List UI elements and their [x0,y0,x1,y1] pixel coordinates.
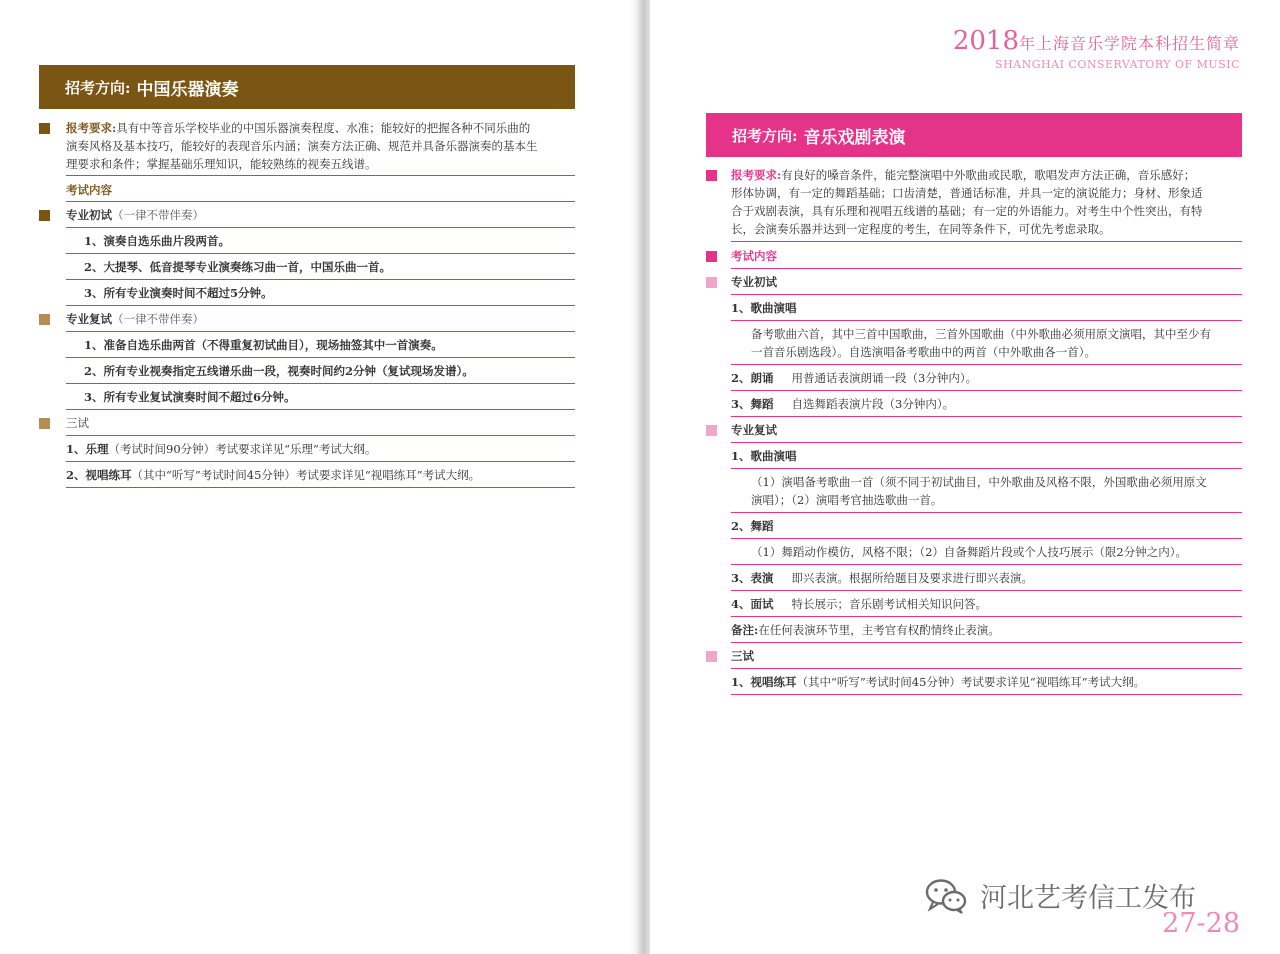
brand-year: 2018 [952,26,1019,56]
right-divider [731,538,1242,539]
right-divider [731,364,1242,365]
right-r2-dance-title: 2、舞蹈 [731,519,774,533]
left-round3-item-text: （其中“听写”考试时间45分钟）考试要求详见“视唱练耳”考试大纲。 [131,468,481,482]
right-round3-bullet [706,651,717,662]
left-round1-bullet [39,210,50,221]
right-round3-item-key: 1、视唱练耳 [731,675,797,689]
right-req-line-0 [731,166,1195,184]
left-req-bullet [39,123,50,134]
right-band-title: 音乐戏剧表演 [803,127,906,148]
right-r2-interview [731,595,987,613]
right-divider [731,390,1242,391]
left-divider [66,279,575,280]
right-round3-item-text: （其中“听写”考试时间45分钟）考试要求详见“视唱练耳”考试大纲。 [796,675,1146,689]
left-req-line-0 [66,119,530,137]
right-r1-dance-key: 3、舞蹈 [731,397,774,411]
right-divider [731,241,1242,242]
left-round1-title [66,206,204,224]
right-r2-song-line: 演唱）；（2）演唱考官抽选歌曲一首。 [751,493,943,507]
left-band-label: 招考方向: [65,78,131,97]
right-req-text-0: 有良好的嗓音条件，能完整演唱中外歌曲或民歌，歌唱发声方法正确，音乐感好； [781,168,1196,182]
left-round3-item-key: 2、视唱练耳 [66,468,132,482]
right-divider [731,512,1242,513]
right-r2-dance-text: （1）舞蹈动作模仿，风格不限；（2）自备舞蹈片段或个人技巧展示（限2分钟之内）。 [751,545,1187,559]
left-divider [66,227,575,228]
right-r2-perform-key: 3、表演 [731,571,774,585]
left-section-header [39,65,575,109]
left-round2-item: 3、所有专业复试演奏时间不超过6分钟。 [84,390,296,404]
left-round3-item [66,440,376,458]
right-r2-perform [731,569,1033,587]
watermark [924,876,1196,915]
right-r1-song-title: 1、歌曲演唱 [731,301,797,315]
right-section-header [706,113,1242,157]
left-round3-item [66,466,480,484]
brand-title [953,26,1240,56]
left-round2-item: 2、所有专业视奏指定五线谱乐曲一段，视奏时间约2分钟（复试现场发谱）。 [84,364,474,378]
left-round2-item: 1、准备自选乐曲两首（不得重复初试曲目），现场抽签其中一首演奏。 [84,338,443,352]
left-round1-item: 1、演奏自选乐曲片段两首。 [84,234,231,248]
left-req-line-1: 演奏风格及基本技巧，能较好的表现音乐内涵；演奏方法正确、规范并具备乐器演奏的基本生 [66,139,538,153]
right-r2-interview-key: 4、面试 [731,597,774,611]
right-r1-dance [731,395,954,413]
right-band-label: 招考方向: [732,126,798,145]
left-divider [66,487,575,488]
left-round2-bullet [39,314,50,325]
right-req-line-1: 形体协调，有一定的舞蹈基础；口齿清楚，普通话标准，并具一定的演说能力；身材、形象适 [731,186,1203,200]
right-exam-bullet [706,251,717,262]
right-divider [731,642,1242,643]
right-r2-perform-text: 即兴表演。根据所给题目及要求进行即兴表演。 [791,571,1034,585]
right-r1-recite-key: 2、朗诵 [731,371,774,385]
left-round3-item-key: 1、乐理 [66,442,109,456]
right-req-bullet [706,170,717,181]
brand-english: SHANGHAI CONSERVATORY OF MUSIC [995,58,1240,71]
left-round3-title: 三试 [66,416,89,430]
right-req-line-2: 合于戏剧表演，具有乐理和视唱五线谱的基础；有一定的外语能力。对考生中个性突出，有特 [731,204,1203,218]
left-req-line-2: 理要求和条件；掌握基础乐理知识，能较熟练的视奏五线谱。 [66,157,377,171]
right-divider [731,616,1242,617]
left-exam-content-label: 考试内容 [66,183,112,197]
right-round3-title: 三试 [731,649,754,663]
right-note-key: 备注: [731,623,759,637]
left-divider [66,461,575,462]
right-r1-recite [731,369,977,387]
right-r1-song-line: 一首音乐剧选段）。自选演唱备考歌曲中的两首（中外歌曲各一首）。 [751,345,1096,359]
right-r2-interview-text: 特长展示；音乐剧考试相关知识问答。 [791,597,988,611]
left-req-key: 报考要求: [66,121,117,135]
left-divider [66,383,575,384]
right-req-line-3: 长，会演奏乐器并达到一定程度的考生，在同等条件下，可优先考虑录取。 [731,222,1111,236]
right-divider [731,442,1242,443]
watermark-text: 河北艺考信工发布 [980,883,1196,914]
right-divider [731,468,1242,469]
right-round2-title: 专业复试 [731,423,777,437]
right-req-key: 报考要求: [731,168,782,182]
left-round1-item: 3、所有专业演奏时间不超过5分钟。 [84,286,273,300]
right-divider [731,668,1242,669]
wechat-icon [924,877,968,915]
left-round2-note: （一律不带伴奏） [112,312,204,326]
left-round2-title-text: 专业复试 [66,312,112,326]
right-divider [731,416,1242,417]
left-divider [66,201,575,202]
left-round1-note: （一律不带伴奏） [112,208,204,222]
left-band-title: 中国乐器演奏 [136,79,239,100]
brand-title-text: 年上海音乐学院本科招生简章 [1018,34,1240,53]
right-exam-content-label: 考试内容 [731,249,777,263]
right-divider [731,320,1242,321]
right-r2-song-line: （1）演唱备考歌曲一首（须不同于初试曲目，中外歌曲及风格不限，外国歌曲必须用原文 [751,475,1207,489]
left-round1-title-text: 专业初试 [66,208,112,222]
left-divider [66,253,575,254]
left-round3-item-text: （考试时间90分钟）考试要求详见“乐理”考试大纲。 [108,442,377,456]
right-divider [731,590,1242,591]
left-divider [66,305,575,306]
left-round3-bullet [39,418,50,429]
right-round1-title: 专业初试 [731,275,777,289]
right-divider [731,564,1242,565]
right-note-text: 在任何表演环节里，主考官有权酌情终止表演。 [758,623,1000,637]
right-r1-recite-text: 用普通话表演朗诵一段（3分钟内）。 [791,371,978,385]
left-divider [66,409,575,410]
left-round1-item: 2、大提琴、低音提琴专业演奏练习曲一首，中国乐曲一首。 [84,260,391,274]
left-divider [66,357,575,358]
right-round1-bullet [706,277,717,288]
right-round3-item [731,673,1145,691]
right-divider [731,268,1242,269]
page-numbers: 27-28 [1162,908,1240,939]
right-r2-song-title: 1、歌曲演唱 [731,449,797,463]
right-divider [731,294,1242,295]
left-divider [66,175,575,176]
right-r1-song-line: 备考歌曲六首，其中三首中国歌曲，三首外国歌曲（中外歌曲必须用原文演唱，其中至少有 [751,327,1211,341]
right-note [731,621,1000,639]
left-divider [66,331,575,332]
left-req-text-0: 具有中等音乐学校毕业的中国乐器演奏程度、水准；能较好的把握各种不同乐曲的 [116,121,531,135]
right-r1-dance-text: 自选舞蹈表演片段（3分钟内）。 [791,397,955,411]
right-round2-bullet [706,425,717,436]
left-round2-title [66,310,204,328]
right-divider [731,694,1242,695]
left-divider [66,435,575,436]
